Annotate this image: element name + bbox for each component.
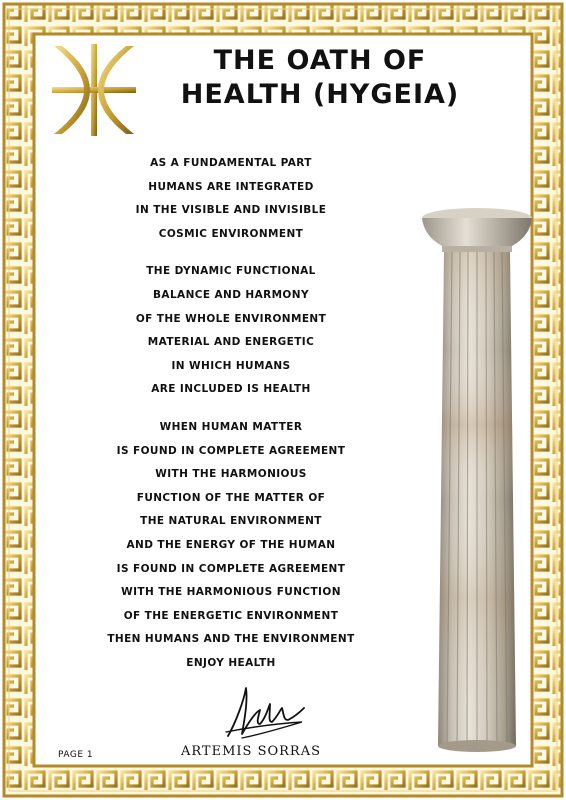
text-line: WITH THE HARMONIOUS — [155, 468, 307, 481]
text-line: BALANCE AND HARMONY — [153, 288, 309, 301]
text-line: MATERIAL AND ENERGETIC — [147, 336, 315, 349]
text-line: ARE INCLUDED IS HEALTH — [151, 383, 311, 396]
title-line-2: HEALTH (HYGEIA) — [180, 79, 460, 110]
text-line: WHEN HUMAN MATTER — [159, 420, 303, 433]
text-line: IN WHICH HUMANS — [171, 359, 291, 372]
page-number: PAGE 1 — [58, 750, 94, 760]
paragraph — [96, 416, 366, 676]
greek-column-image — [420, 206, 535, 758]
text-line: IN THE VISIBLE AND INVISIBLE — [135, 204, 327, 217]
text-line: AND THE ENERGY OF THE HUMAN — [126, 538, 336, 551]
text-line: FUNCTION OF THE MATTER OF — [136, 491, 326, 504]
text-line: HUMANS ARE INTEGRATED — [148, 180, 314, 193]
page-title — [175, 44, 465, 112]
paragraph — [96, 260, 366, 402]
title-line-1: THE OATH OF — [213, 45, 427, 76]
signature-image — [222, 682, 308, 744]
text-line: OF THE WHOLE ENVIRONMENT — [135, 312, 327, 325]
text-line: IS FOUND IN COMPLETE AGREEMENT — [116, 444, 346, 457]
paragraph — [96, 152, 366, 246]
text-line: AS A FUNDAMENTAL PART — [150, 157, 312, 169]
text-line: IS FOUND IN COMPLETE AGREEMENT — [116, 562, 346, 575]
text-line: WITH THE HARMONIOUS FUNCTION — [121, 586, 341, 599]
text-line: OF THE ENERGETIC ENVIRONMENT — [123, 609, 339, 622]
text-line: THE NATURAL ENVIRONMENT — [140, 515, 322, 528]
text-line: ENJOY HEALTH — [186, 656, 276, 669]
text-line: THEN HUMANS AND THE ENVIRONMENT — [107, 633, 355, 646]
text-line: COSMIC ENVIRONMENT — [158, 227, 304, 240]
author-name: ARTEMIS SORRAS — [180, 744, 322, 759]
gold-symbol-icon — [48, 40, 140, 140]
oath-text — [96, 152, 366, 675]
text-line: THE DYNAMIC FUNCTIONAL — [146, 265, 316, 278]
